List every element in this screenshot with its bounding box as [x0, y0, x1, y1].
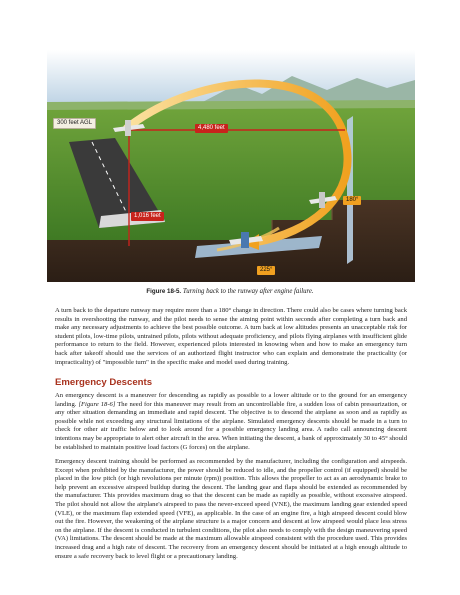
paragraph-turn-back: A turn back to the departure runway may require more than a 180° change in direction. There could also be cases where turning back results in overshooting the runway, and the pilot needs to sense the aiming point within seconds after completing a turn back and make any necessary adjustments to achieve the best possible outcome. A turn back at low altitudes presents an unacceptable risk for student pilots, low-time pilots, untrained pilots, pilots without adequate proficiency, and pilots flying airplanes with insufficient glide performance to return to the field. However, experienced pilots interested in knowing when and how to make an emergency turn back after takeoff should use the services of an authorized flight instructor who can explain and demonstrate the practicality (or impracticality) of "impossible turn" in the specific make and model used during training.	[55, 307, 407, 366]
figure-reference: [Figure 18-6]	[78, 400, 116, 408]
drop-callout: 1,016 feet	[131, 212, 164, 221]
section-heading: Emergency Descents	[55, 377, 153, 388]
turn-180-callout: 180°	[343, 196, 361, 205]
turn-225-callout: 225°	[257, 266, 275, 275]
caption-label: Figure 18-5.	[146, 288, 182, 295]
paragraph-text: The need for this maneuver may result from an uncontrollable fire, a sudden loss of cabin pressurization, or any other situation demanding an immediate and rapid descent. The objective is to descend the airplane as soon and as rapidly as possible while not exceeding any structural limitations of the airplane. Simulated emergency descents should be made in a turn to check for other air traffic below and to look around for a possible emergency landing area. A radio call announcing descent intentions may be appropriate to alert other aircraft in the area. When initiating the descent, a bank of approximately 30 to 45° should be established to maintain positive load factors (G forces) on the airplane.	[55, 400, 408, 451]
paragraph-text: An emergency descent is a maneuver for descending as rapidly as possible to a lower altitude or to the ground for an emergency landing.	[55, 392, 407, 408]
distance-callout: 4,480 feet	[195, 124, 228, 133]
figure-caption	[0, 288, 460, 296]
turn-back-illustration	[47, 50, 415, 282]
caption-text: Turning back to the runway after engine failure.	[182, 288, 314, 295]
altitude-callout: 300 feet AGL	[53, 118, 96, 129]
illustration-svg	[47, 50, 415, 282]
paragraph-emergency-descent	[55, 392, 407, 452]
paragraph-descent-training: Emergency descent training should be performed as recommended by the manufacturer, including the configuration and airspeeds. Except when prohibited by the manufacturer, the power should be reduced to idle, and the propeller control (if equipped) should be placed in the low pitch (or high revolutions per minute (rpm)) position. This allows the propeller to act as an aerodynamic brake to help prevent an excessive airspeed buildup during the descent. The landing gear and flaps should be extended as recommended by the manufacturer. This provides maximum drag so that the descent can be made as rapidly as possible, without excessive airspeed. The pilot should not allow the airplane's airspeed to pass the never-exceed speed (VNE), the maximum landing gear extended speed (VLE), or the maximum flap extended speed (VFE), as applicable. In the case of an engine fire, a high airspeed descent could blow out the fire. However, the weakening of the airplane structure is a major concern and descent at low airspeed would place less stress on the airplane. If the descent is conducted in turbulent conditions, the pilot also needs to comply with the design maneuvering speed (VA) limitations. The descent should be made at the maximum allowable airspeed consistent with the procedure used. This provides increased drag and a high rate of descent. The recovery from an emergency descent should be initiated at a high enough altitude to ensure a safe recovery back to level flight or a precautionary landing.	[55, 458, 407, 560]
